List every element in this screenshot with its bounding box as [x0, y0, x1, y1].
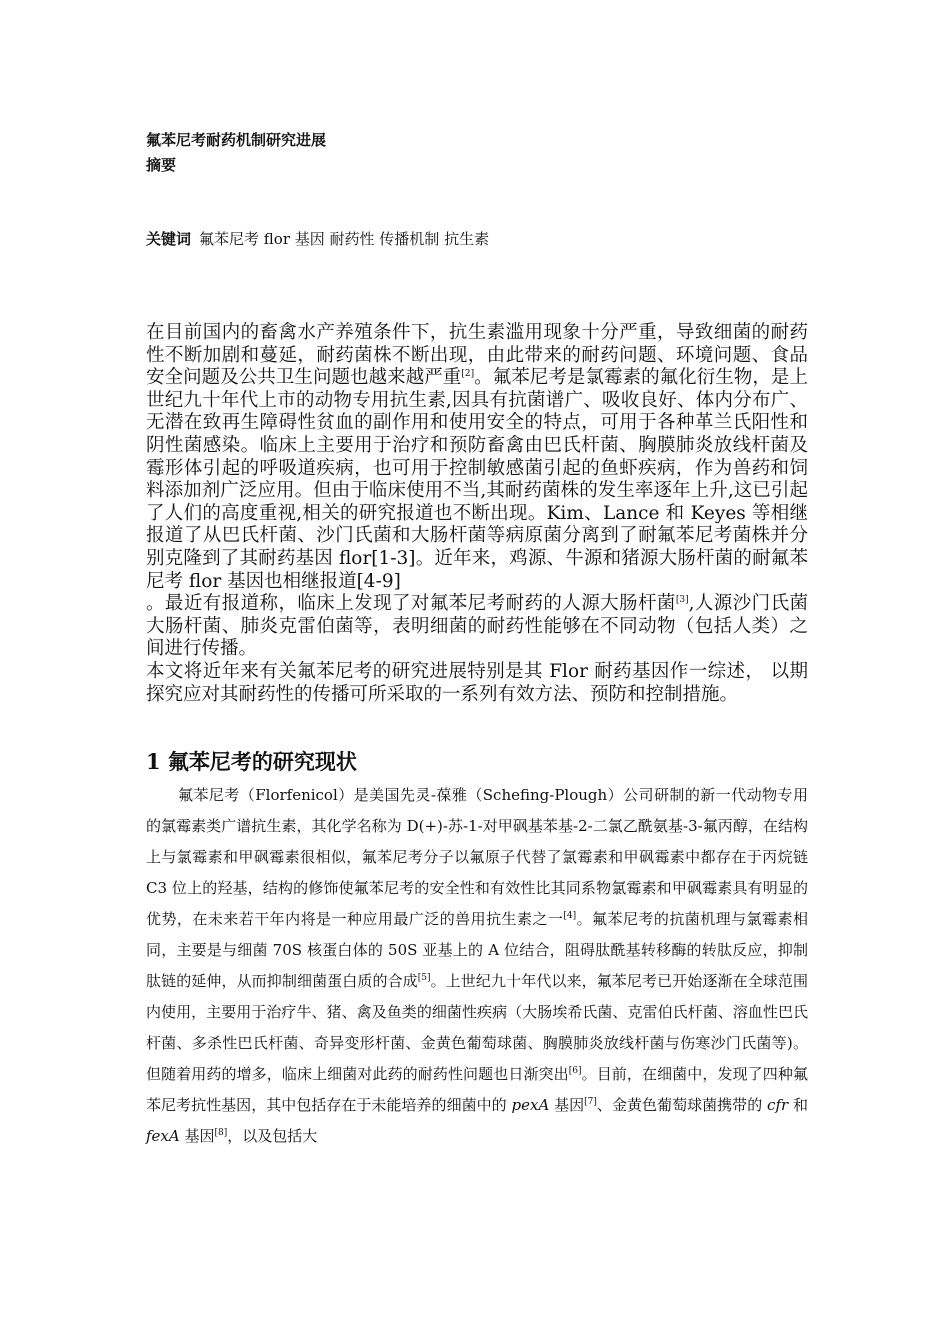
intro-paragraph-1 — [146, 322, 808, 593]
citation: [8] — [214, 1128, 228, 1138]
intro-p2-text-a: 。最近有报道称，临床上发现了对氟苯尼考耐药的人源大肠杆菌 — [146, 593, 676, 615]
citation: [4] — [563, 911, 577, 921]
body-text: 和 — [788, 1096, 808, 1114]
body-text: ，以及包括大 — [227, 1127, 318, 1145]
gene-name: pexA — [511, 1096, 550, 1114]
citation: [6] — [568, 1066, 582, 1076]
intro-paragraph-3: 本文将近年来有关氟苯尼考的研究进展特别是其 Flor 耐药基因作一综述， 以期探究应对其耐药性的传播可所采取的一系列有效方法、预防和控制措施。 — [146, 660, 808, 705]
citation: [7] — [584, 1097, 597, 1107]
keywords-line — [146, 228, 489, 249]
section-1-heading: 1 氟苯尼考的研究现状 — [146, 749, 357, 774]
keywords-text: 氟苯尼考 flor 基因 耐药性 传播机制 抗生素 — [199, 230, 490, 248]
body-text: 氟苯尼考（Florfenicol）是美国先灵-葆雅（Schefing-Plough）公司研制的新一代动物专用的氯霉素类广谱抗生素，其化学名称为 D(+)-苏-1-对甲砜基苯基-2-二氯乙酰氨基-3-氟丙醇，在结构上与氯霉素和甲砜霉素很相似，氟苯尼考分子以氟原子代替了氯霉素和甲砜霉素中都存在于丙烷链 C3 位上的羟基，结构的修饰使氟苯尼考的安全性和有效性比其同系物氯霉素和甲砜霉素具有明显的优势，在未来若干年内将是一种应用最广泛的兽用抗生素之一 — [146, 786, 808, 928]
intro-paragraph-2 — [146, 593, 808, 661]
intro-p2-text-b: ,人源沙门氏菌大肠杆菌、肺炎克雷伯菌等，表明细菌的耐药性能够在不同动物（包括人类）之间进行传播。 — [146, 593, 808, 660]
gene-name: fexA — [146, 1127, 180, 1145]
paper-title: 氟苯尼考耐药机制研究进展 — [146, 131, 327, 149]
intro-p1-text-b: 。氟苯尼考是氯霉素的氟化衍生物，是上世纪九十年代上市的动物专用抗生素,因具有抗菌谱广、吸收良好、体内分布广、无潜在致再生障碍性贫血的副作用和使用安全的特点，可用于各种革兰氏阳性和阴性菌感染。临床上主要用于治疗和预防畜禽由巴氏杆菌、胸膜肺炎放线杆菌及霉形体引起的呼吸道疾病，也可用于控制敏感菌引起的鱼虾疾病，作为兽药和饲料添加剂广泛应用。但由于临床使用不当,其耐药菌株的发生率逐年上升,这已引起了人们的高度重视,相关的研究报道也不断出现。Kim、Lance 和 Keyes 等相继报道了从巴氏杆菌、沙门氏菌和大肠杆菌等病原菌分离到了耐氟苯尼考菌株并分别克隆到了其耐药基因 flor[1-3]。近年来，鸡源、牛源和猪源大肠杆菌的耐氟苯尼考 flor 基因也相继报道[4-9] — [146, 367, 808, 592]
citation: [3] — [675, 594, 689, 605]
gene-name: cfr — [767, 1096, 789, 1114]
body-text: 基因 — [549, 1096, 585, 1114]
citation: [5] — [417, 973, 431, 983]
intro-section — [146, 322, 808, 706]
section-1-body — [146, 780, 808, 1152]
abstract-heading: 摘要 — [146, 156, 177, 174]
citation: [2] — [461, 369, 475, 380]
body-text: 基因 — [179, 1127, 215, 1145]
keywords-label: 关键词 — [146, 230, 192, 248]
body-text: 、金黄色葡萄球菌携带的 — [596, 1096, 768, 1114]
body-text: 。上世纪九十年代以来，氟苯尼考已开始逐渐在全球范围内使用，主要用于治疗牛、猪、禽及鱼类的细菌性疾病（大肠埃希氏菌、克雷伯氏杆菌、溶血性巴氏杆菌、多杀性巴氏杆菌、奇异变形杆菌、金黄色葡萄球菌、胸膜肺炎放线杆菌与伤寒沙门氏菌等)。但随着用药的增多，临床上细菌对此药的耐药性问题也日渐突出 — [146, 972, 808, 1083]
intro-p1-text-a: 在目前国内的畜禽水产养殖条件下，抗生素滥用现象十分严重，导致细菌的耐药性不断加剧和蔓延，耐药菌株不断出现，由此带来的耐药问题、环境问题、食品安全问题及公共卫生问题也越来越严重 — [146, 322, 808, 389]
body-text: 。氟苯尼考的抗菌机理与氯霉素相同，主要是与细菌 70S 核蛋白体的 50S 亚基上的 A 位结合，阻碍肽酰基转移酶的转肽反应，抑制肽链的延伸，从而抑制细菌蛋白质的合成 — [146, 910, 808, 990]
section-1-paragraph — [146, 780, 808, 1152]
body-text: 。目前，在细菌中，发现了四种氟苯尼考抗性基因，其中包括存在于未能培养的细菌中的 — [146, 1065, 808, 1114]
